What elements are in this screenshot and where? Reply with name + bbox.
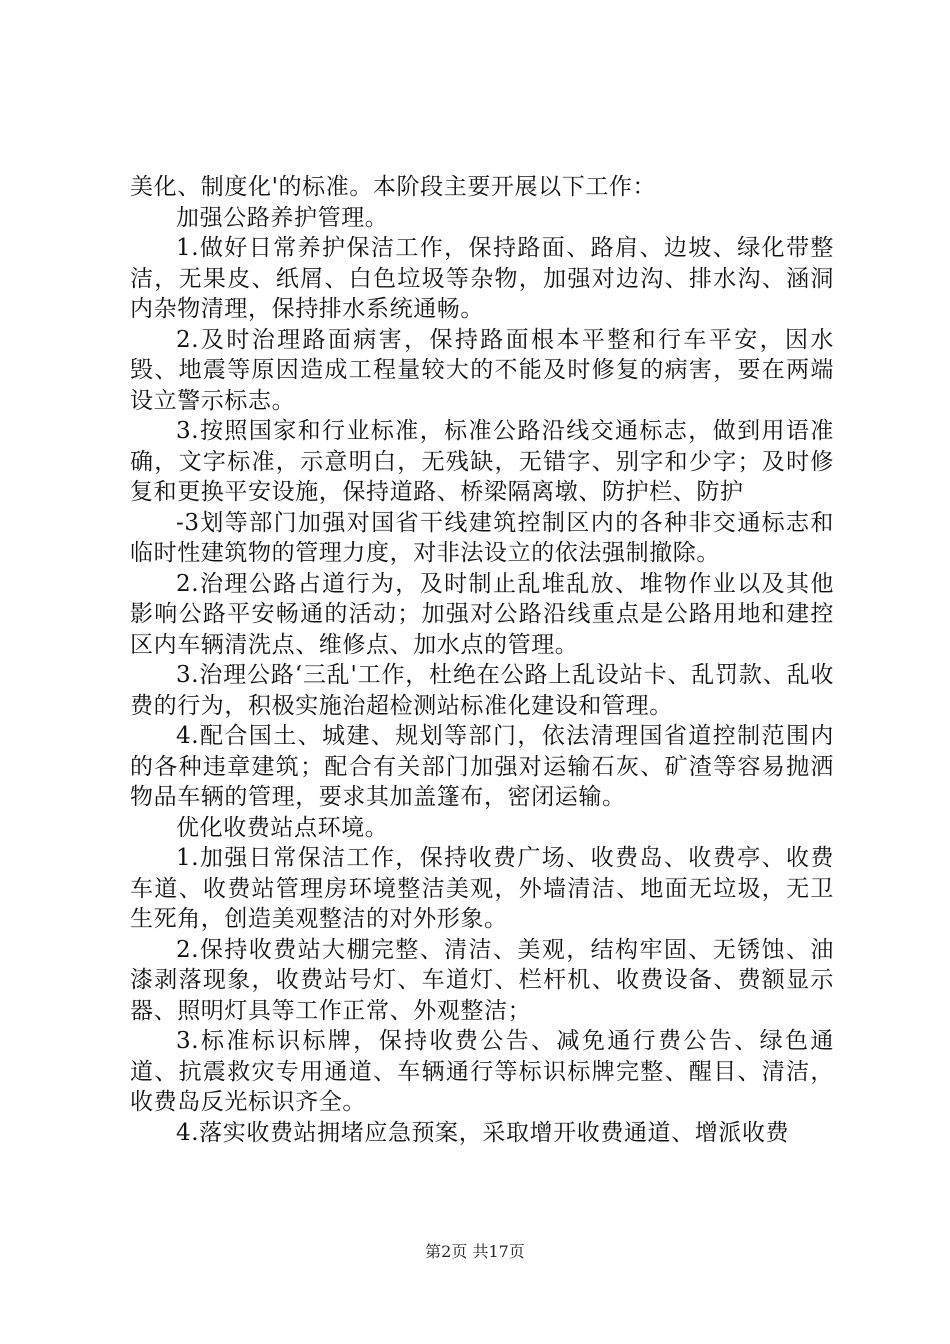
paragraph-item: 4.配合国土、城建、规划等部门，依法清理国省道控制范围内的各种违章建筑；配合有关部门加强对运输石灰、矿渣等容易抛洒物品车辆的管理，要求其加盖篷布，密闭运输。 [130, 723, 834, 810]
paragraph-intro: 美化、制度化'的标准。本阶段主要开展以下工作： [130, 174, 657, 200]
paragraph-item: 3.治理公路‘三乱'工作，杜绝在公路上乱设站卡、乱罚款、乱收费的行为，积极实施治超检测站标准化建设和管理。 [130, 662, 834, 719]
paragraph-item: 2.及时治理路面病害，保持路面根本平整和行车平安，因水毁、地震等原因造成工程量较大的不能及时修复的病害，要在两端设立警示标志。 [130, 326, 834, 414]
section-heading-toll-station: 优化收费站点环境。 [176, 814, 389, 841]
paragraph-item: 2.保持收费站大棚完整、清洁、美观，结构牢固、无锈蚀、油漆剥落现象，收费站号灯、车道灯、栏杆机、收费设备、费额显示器、照明灯具等工作正常、外观整洁； [130, 936, 834, 1024]
paragraph-item: 3.标准标识标牌，保持收费公告、减免通行费公告、绿色通道、抗震救灾专用通道、车辆通行等标识标牌完整、醒目、清洁，收费岛反光标识齐全。 [130, 1028, 834, 1115]
paragraph-item: -3划等部门加强对国省干线建筑控制区内的各种非交通标志和临时性建筑物的管理力度，对非法设立的依法强制撤除。 [130, 509, 834, 566]
paragraph-item: 1.加强日常保洁工作，保持收费广场、收费岛、收费亭、收费车道、收费站管理房环境整洁美观，外墙清洁、地面无垃圾，无卫生死角，创造美观整洁的对外形象。 [130, 845, 834, 932]
section-heading-maintenance: 加强公路养护管理。 [176, 204, 389, 231]
paragraph-item: 2.治理公路占道行为，及时制止乱堆乱放、堆物作业以及其他影响公路平安畅通的活动；加强对公路沿线重点是公路用地和建控区内车辆清洗点、维修点、加水点的管理。 [130, 570, 834, 658]
paragraph-item: 3.按照国家和行业标准，标准公路沿线交通标志，做到用语准确，文字标准，示意明白，无残缺，无错字、别字和少字；及时修复和更换平安设施，保持道路、桥梁隔离墩、防护栏、防护 [130, 418, 834, 505]
page-number: 第2页 共17页 [425, 1242, 525, 1261]
paragraph-item: 1.做好日常养护保洁工作，保持路面、路肩、边坡、绿化带整洁，无果皮、纸屑、白色垃圾等杂物，加强对边沟、排水沟、涵洞内杂物清理，保持排水系统通畅。 [130, 235, 834, 322]
paragraph-item: 4.落实收费站拥堵应急预案，采取增开收费通道、增派收费 [176, 1119, 790, 1146]
document-body [130, 172, 834, 1148]
